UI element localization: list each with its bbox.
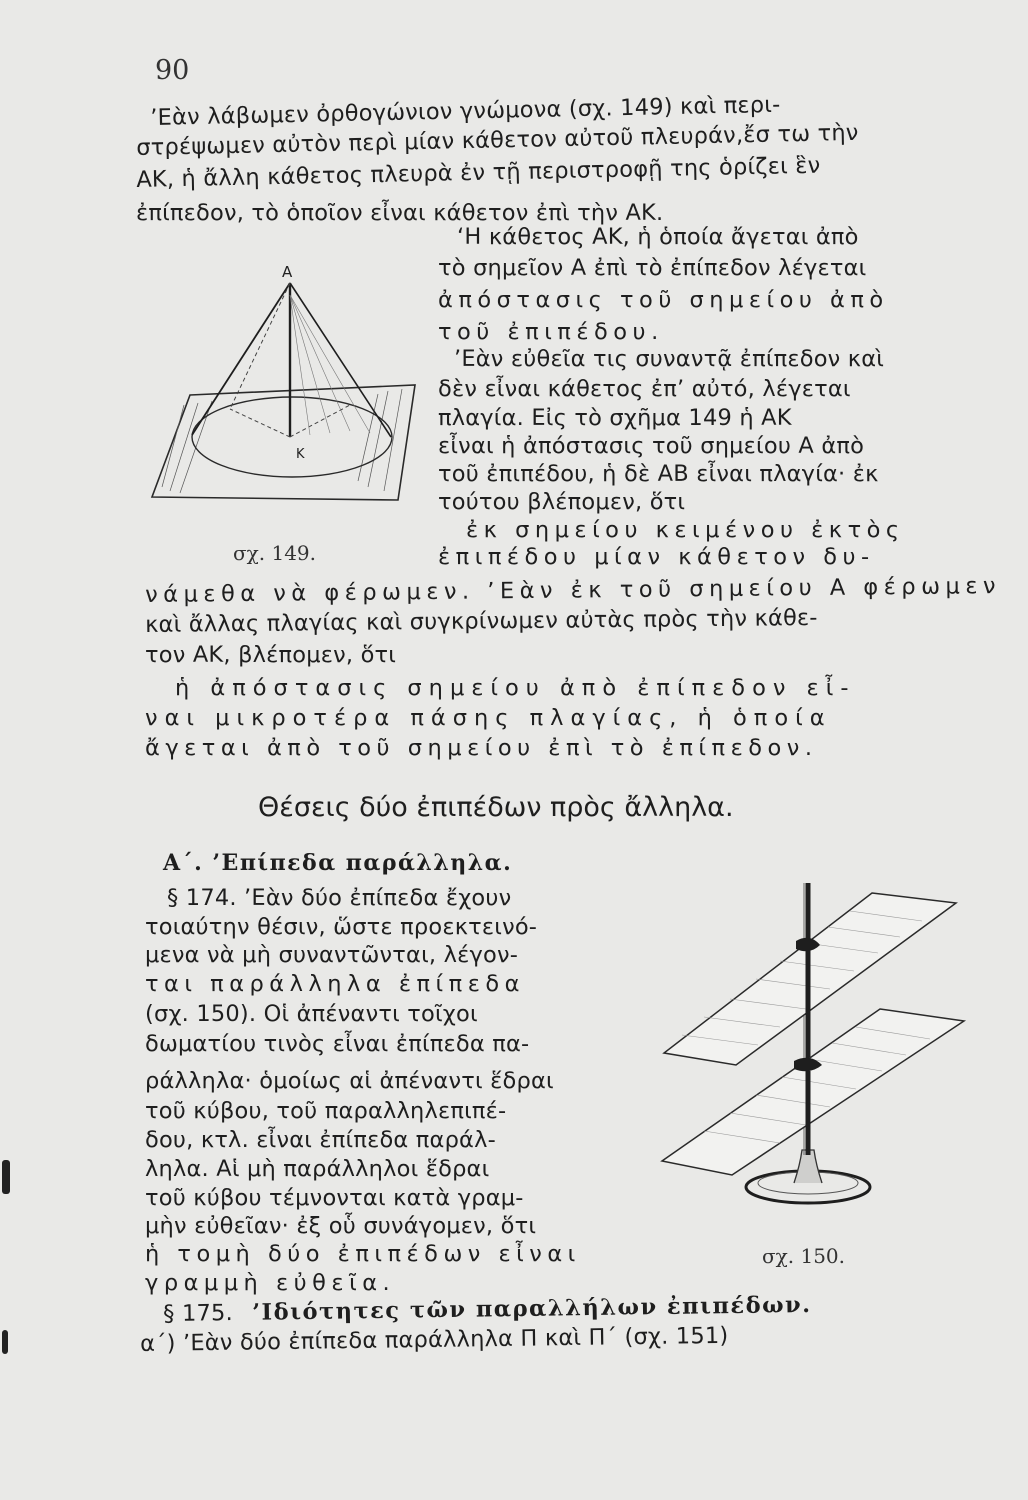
text-line: τοῦ ἐπιπέδου, ἡ δὲ ΑΒ εἶναι πλαγία· ἐκ xyxy=(438,461,879,487)
text-line: ἡ ἀπόστασις σημείου ἀπὸ ἐπίπεδον εἶ- xyxy=(175,675,856,701)
figure-149-caption: σχ. 149. xyxy=(233,541,317,565)
figure-label-a: Α xyxy=(282,263,293,281)
text-line: τοῦ ἐπιπέδου. xyxy=(438,319,664,345)
text-line: γραμμὴ εὐθεῖα. xyxy=(145,1270,396,1296)
text-line: ἐπιπέδου μίαν κάθετον δυ- xyxy=(438,544,875,570)
scan-smudge xyxy=(2,1160,10,1194)
text-line: ’Εὰν εὐθεῖα τις συναντᾷ ἐπίπεδον καὶ xyxy=(454,346,885,372)
text-line: μενα νὰ μὴ συναντῶνται, λέγον- xyxy=(145,942,519,968)
text-line: τοιαύτην θέσιν, ὥστε προεκτεινό- xyxy=(145,914,538,940)
figure-150-caption: σχ. 150. xyxy=(762,1244,846,1268)
text-line: καὶ ἄλλας πλαγίας καὶ συγκρίνωμεν αὐτὰς πρὸς τὴν κάθε- xyxy=(145,604,818,638)
text-line: δωματίου τινὸς εἶναι ἐπίπεδα πα- xyxy=(145,1031,530,1057)
text-line: τον ΑΚ, βλέπομεν, ὅτι xyxy=(145,642,397,668)
figure-149-cone xyxy=(140,255,430,515)
text-line: δὲν εἶναι κάθετος ἐπ’ αὐτό, λέγεται xyxy=(438,376,851,402)
text-line: πλαγία. Εἰς τὸ σχῆμα 149 ἡ ΑΚ xyxy=(438,405,792,431)
text-line: εἶναι ἡ ἀπόστασις τοῦ σημείου Α ἀπὸ xyxy=(438,433,865,459)
figure-label-k: Κ xyxy=(296,447,305,462)
text-line: ἐκ σημείου κειμένου ἐκτὸς xyxy=(466,517,905,543)
page-number: 90 xyxy=(155,55,190,86)
text-line: α΄) ’Εὰν δύο ἐπίπεδα παράλληλα Π καὶ Π΄ (σχ. 151) xyxy=(140,1322,729,1357)
text-line: νάμεθα νὰ φέρωμεν. ’Εὰν ἐκ τοῦ σημείου Α φέρωμεν xyxy=(145,573,1002,608)
text-line: (σχ. 150). Οἱ ἀπέναντι τοῖχοι xyxy=(145,1001,478,1027)
text-line: τούτου βλέπομεν, ὅτι xyxy=(438,489,686,515)
text-line: τοῦ κύβου τέμνονται κατὰ γραμ- xyxy=(145,1185,524,1211)
text-line: ται παράλληλα ἐπίπεδα xyxy=(145,971,525,997)
text-line: ἐπίπεδον, τὸ ὁποῖον εἶναι κάθετον ἐπὶ τὴν ΑΚ. xyxy=(136,200,664,226)
text-line: τοῦ κύβου, τοῦ παραλληλεπιπέ- xyxy=(145,1098,507,1124)
subsection-heading: Α΄. ’Επίπεδα παράλληλα. xyxy=(163,850,513,876)
paragraph-title: ’Ιδιότητες τῶν παραλλήλων ἐπιπέδων. xyxy=(252,1291,812,1326)
section-heading: Θέσεις δύο ἐπιπέδων πρὸς ἄλληλα. xyxy=(258,792,734,823)
text-line: στρέψωμεν αὐτὸν περὶ μίαν κάθετον αὐτοῦ πλευράν,ἔσ τω τὴν xyxy=(136,119,859,161)
text-line: μὴν εὐθεῖαν· ἐξ οὗ συνάγομεν, ὅτι xyxy=(145,1213,537,1239)
text-line: ’Εὰν λάβωμεν ὀρθογώνιον γνώμονα (σχ. 149) καὶ περι- xyxy=(150,91,781,131)
scan-smudge xyxy=(2,1330,8,1354)
text-line: ἡ τομὴ δύο ἐπιπέδων εἶναι xyxy=(145,1241,581,1267)
text-line: τὸ σημεῖον Α ἐπὶ τὸ ἐπίπεδον λέγεται xyxy=(438,255,867,281)
text-line: ἄγεται ἀπὸ τοῦ σημείου ἐπὶ τὸ ἐπίπεδον. xyxy=(145,735,818,761)
text-line: ληλα. Αἱ μὴ παράλληλοι ἕδραι xyxy=(145,1156,490,1182)
text-line: ράλληλα· ὁμοίως αἱ ἀπέναντι ἕδραι xyxy=(145,1068,554,1094)
text-line: ἀπόστασις τοῦ σημείου ἀπὸ xyxy=(438,287,889,313)
text-line: δου, κτλ. εἶναι ἐπίπεδα παράλ- xyxy=(145,1127,496,1153)
figure-150-parallel-planes xyxy=(660,875,990,1215)
text-line: ‘Η κάθετος ΑΚ, ἡ ὁποία ἄγεται ἀπὸ xyxy=(457,224,859,250)
text-line: ΑΚ, ἡ ἄλλη κάθετος πλευρὰ ἐν τῇ περιστροφῇ της ὁρίζει ἓν xyxy=(136,152,821,193)
text-line: ναι μικροτέρα πάσης πλαγίας, ἡ ὁποία xyxy=(145,705,832,731)
paragraph-number: § 175. xyxy=(163,1300,234,1327)
text-line: § 174. ’Εὰν δύο ἐπίπεδα ἔχουν xyxy=(167,885,512,911)
